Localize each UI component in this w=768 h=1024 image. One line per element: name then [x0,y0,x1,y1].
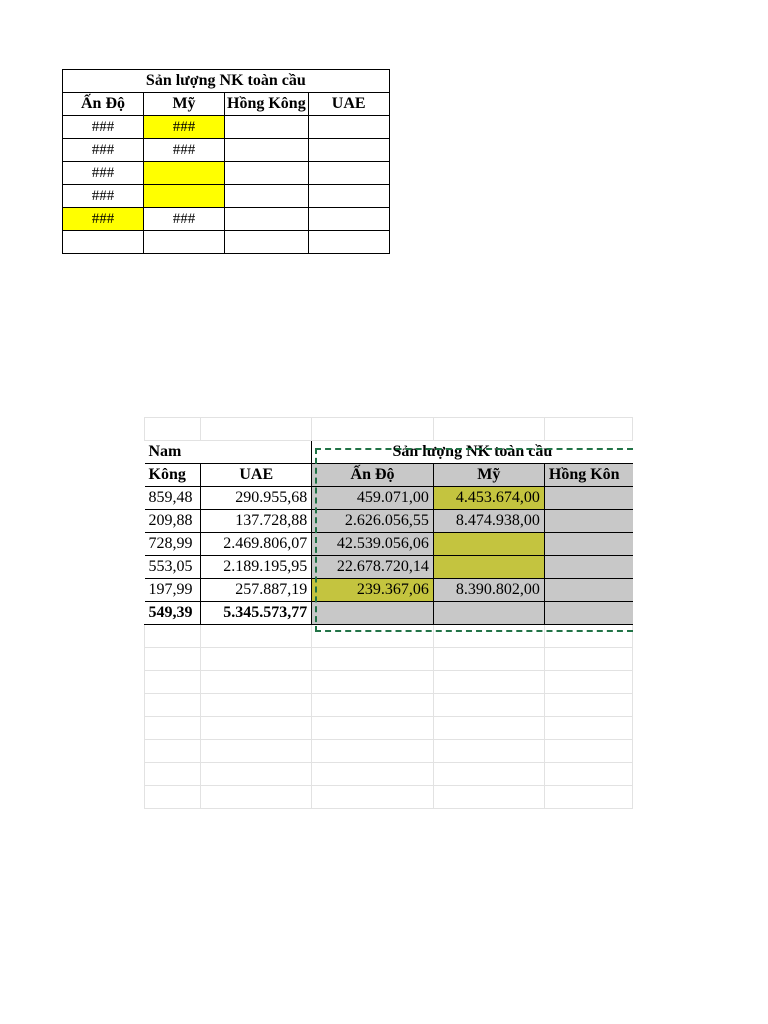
table-cell [308,116,389,139]
grid-cell[interactable] [145,671,201,694]
table-row [63,185,390,208]
table-row [145,579,633,602]
grid-cell[interactable] [312,786,434,809]
grid-cell[interactable]: 459.071,00 [312,487,434,510]
table-row [63,139,390,162]
grid-cell[interactable] [544,556,632,579]
table-cell: ### [144,139,225,162]
grid-cell[interactable]: 197,99 [145,579,201,602]
table-cell: ### [144,116,225,139]
grid-cell[interactable] [433,625,544,648]
total-cell[interactable] [433,602,544,625]
grid-cell[interactable] [312,740,434,763]
table-row [63,162,390,185]
grid-cell[interactable]: 2.469.806,07 [201,533,312,556]
header-my: Mỹ [144,93,225,116]
grid-cell[interactable] [145,740,201,763]
grid-cell[interactable] [201,671,312,694]
grid-cell[interactable]: 22.678.720,14 [312,556,434,579]
table-row [145,556,633,579]
header-hong-kong: Hồng Kông [225,93,309,116]
table-cell: ### [144,208,225,231]
grid-cell[interactable] [544,786,632,809]
summary-table-title: Sản lượng NK toàn cầu [63,70,390,93]
table-cell [225,185,309,208]
header-hong-kong[interactable]: Hồng Kôn [544,464,632,487]
grid-cell[interactable] [145,786,201,809]
table-row [145,510,633,533]
grid-cell[interactable]: 290.955,68 [201,487,312,510]
table-cell [225,139,309,162]
grid-cell[interactable] [544,763,632,786]
header-my[interactable]: Mỹ [433,464,544,487]
grid-cell[interactable] [433,740,544,763]
table-cell: ### [63,208,144,231]
table-row [63,208,390,231]
grid-cell[interactable]: 2.626.056,55 [312,510,434,533]
summary-table [62,69,390,254]
totals-row [145,602,633,625]
grid-cell[interactable] [145,694,201,717]
grid-cell[interactable] [312,648,434,671]
header-uae: UAE [308,93,389,116]
table-cell [308,208,389,231]
grid-cell[interactable] [201,717,312,740]
empty-row [145,740,633,763]
table-cell [144,185,225,208]
empty-row [145,694,633,717]
grid-cell[interactable]: 257.887,19 [201,579,312,602]
spreadsheet-grid [144,417,633,809]
grid-cell[interactable] [145,625,201,648]
grid-cell[interactable]: 137.728,88 [201,510,312,533]
total-cell[interactable]: 5.345.573,77 [201,602,312,625]
grid-cell[interactable] [312,717,434,740]
table-cell [144,162,225,185]
empty-row [145,418,633,441]
empty-row [145,671,633,694]
grid-cell[interactable] [145,763,201,786]
empty-row [145,648,633,671]
total-cell[interactable] [544,602,632,625]
grid-cell[interactable] [312,763,434,786]
total-cell[interactable]: 549,39 [145,602,201,625]
grid-cell[interactable]: 2.189.195,95 [201,556,312,579]
table-cell: ### [63,185,144,208]
grid-cell[interactable] [544,533,632,556]
grid-cell[interactable] [433,648,544,671]
grid-cell[interactable] [201,763,312,786]
grid-cell[interactable]: 8.474.938,00 [433,510,544,533]
grid-cell[interactable]: 8.390.802,00 [433,579,544,602]
grid-cell[interactable] [145,418,201,441]
header-an-do[interactable]: Ấn Độ [312,464,434,487]
table-cell: ### [63,116,144,139]
grid-cell[interactable] [544,694,632,717]
grid-cell[interactable] [544,510,632,533]
grid-cell[interactable] [312,671,434,694]
header-uae[interactable]: UAE [201,464,312,487]
grid-cell[interactable] [201,418,312,441]
header-row [145,464,633,487]
table-cell [225,116,309,139]
grid-cell[interactable] [145,648,201,671]
table-row [63,231,390,254]
empty-row [145,625,633,648]
table-cell [308,162,389,185]
grid-cell[interactable]: 859,48 [145,487,201,510]
grid-cell[interactable] [433,533,544,556]
spreadsheet-fragment [144,417,633,817]
grid-cell[interactable] [544,740,632,763]
right-title-cell[interactable]: Sản lượng NK toàn cầu [312,441,633,464]
grid-cell[interactable]: 728,99 [145,533,201,556]
grid-cell[interactable] [544,487,632,510]
grid-cell[interactable] [433,694,544,717]
grid-cell[interactable] [312,418,434,441]
grid-cell[interactable] [433,418,544,441]
table-cell [308,185,389,208]
header-an-do: Ấn Độ [63,93,144,116]
table-cell [308,139,389,162]
table-cell [144,231,225,254]
grid-cell[interactable] [433,556,544,579]
grid-cell[interactable] [201,786,312,809]
grid-cell[interactable] [201,648,312,671]
grid-cell[interactable] [433,671,544,694]
table-row [145,487,633,510]
grid-cell[interactable] [544,671,632,694]
left-title-cell[interactable]: Nam [145,441,312,464]
grid-cell[interactable] [312,625,434,648]
grid-cell[interactable] [201,625,312,648]
empty-row [145,717,633,740]
table-cell [308,231,389,254]
title-row [145,441,633,464]
grid-cell[interactable] [544,648,632,671]
grid-cell[interactable] [544,418,632,441]
grid-cell[interactable] [544,717,632,740]
grid-cell[interactable]: 553,05 [145,556,201,579]
grid-cell[interactable] [544,625,632,648]
grid-cell[interactable] [433,717,544,740]
grid-cell[interactable] [201,694,312,717]
table-cell [225,162,309,185]
table-cell [225,231,309,254]
grid-cell[interactable]: 209,88 [145,510,201,533]
grid-cell[interactable]: 239.367,06 [312,579,434,602]
table-cell: ### [63,139,144,162]
grid-cell[interactable] [433,786,544,809]
grid-cell[interactable] [145,717,201,740]
table-cell: ### [63,162,144,185]
grid-cell[interactable] [544,579,632,602]
table-row [145,533,633,556]
empty-row [145,786,633,809]
table-row [63,116,390,139]
grid-cell[interactable] [433,763,544,786]
table-cell [225,208,309,231]
header-hong-kong-clipped[interactable]: Kông [145,464,201,487]
grid-cell[interactable] [201,740,312,763]
empty-row [145,763,633,786]
grid-cell[interactable]: 42.539.056,06 [312,533,434,556]
total-cell[interactable] [312,602,434,625]
grid-cell[interactable]: 4.453.674,00 [433,487,544,510]
table-cell [63,231,144,254]
grid-cell[interactable] [312,694,434,717]
